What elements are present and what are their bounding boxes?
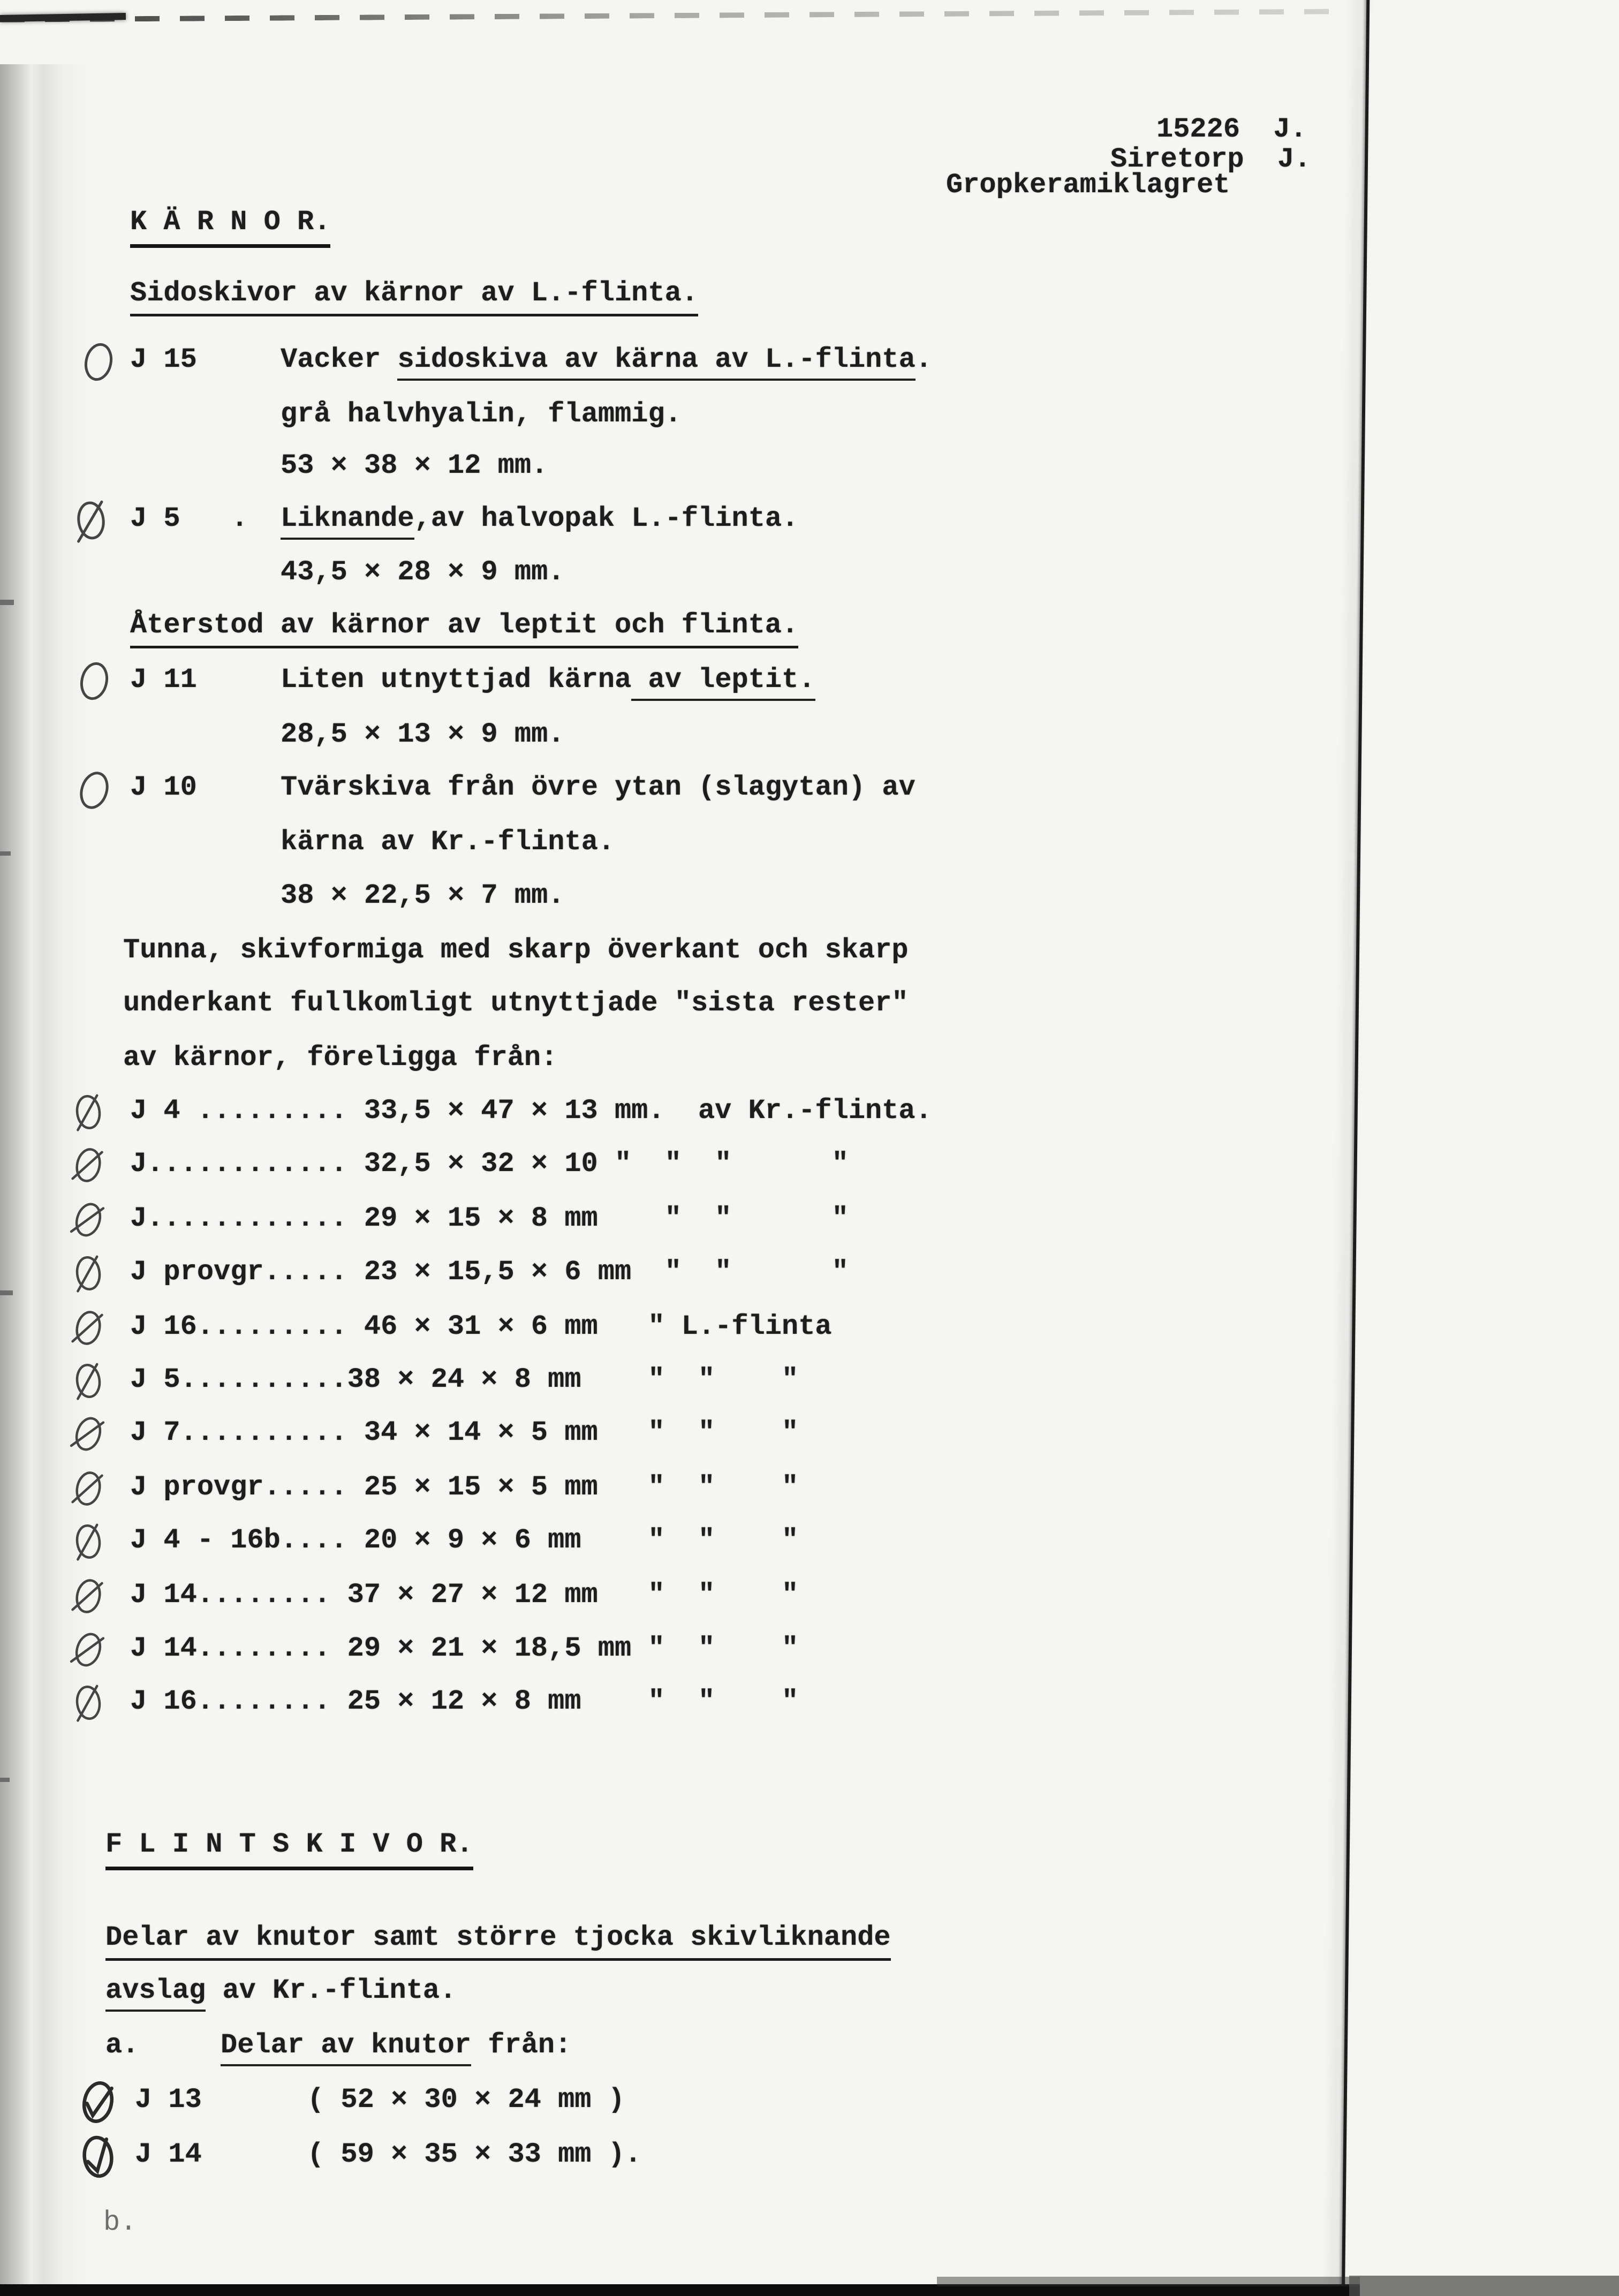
subsection-title-sidoskivor: [130, 277, 698, 309]
section-title-flintskivor-text: F L I N T S K I V O R.: [105, 1829, 473, 1870]
entry-desc-j15-period: .: [915, 344, 933, 375]
margin-oval-slash-icon: [71, 1681, 107, 1725]
subsection-title-sidoskivor-text: Sidoskivor av kärnor av L.-flinta.: [130, 277, 698, 316]
section-title-karnor-text: K Ä R N O R.: [130, 206, 330, 248]
entry-desc-j10-line2: kärna av Kr.-flinta.: [281, 826, 615, 858]
margin-oval-check-icon: [77, 2130, 120, 2184]
entry-dims-j15: 53 × 38 × 12 mm.: [281, 450, 548, 481]
flintskivor-intro-line1-text: Delar av knutor samt större tjocka skivliknande: [105, 1922, 891, 1961]
sublist-a-heading-underlined: Delar av knutor: [221, 2029, 471, 2066]
paragraph-line3: av kärnor, föreligga från:: [123, 1042, 558, 1074]
margin-oval-slash-icon: [71, 1520, 107, 1564]
flintskivor-intro-line1: [105, 1922, 891, 1954]
margin-oval-slash-icon: [71, 496, 111, 545]
entry-id-j14: J 14: [135, 2139, 202, 2170]
entry-dims-j10: 38 × 22,5 × 7 mm.: [281, 880, 565, 911]
entry-id-j15: J 15: [130, 344, 197, 375]
list-item: J 14........ 29 × 21 × 18,5 mm " " ": [130, 1633, 799, 1664]
scan-top-dashed-line: [0, 9, 1349, 22]
scan-bottom-smear: [937, 2277, 1360, 2286]
list-item: J 4 - 16b.... 20 × 9 × 6 mm " " ": [130, 1524, 799, 1556]
list-item: J............ 29 × 15 × 8 mm " " ": [130, 1203, 849, 1234]
list-item: J............ 32,5 × 32 × 10 " " " ": [130, 1148, 849, 1180]
entry-id-j5: J 5: [130, 503, 180, 534]
list-item: J 4 ......... 33,5 × 47 × 13 mm. av Kr.-flinta.: [130, 1095, 932, 1127]
entry-desc-j5: [281, 503, 798, 535]
scan-bottom-right-gray-band: [1349, 2276, 1619, 2296]
header-site-name: Siretorp J.: [1110, 144, 1311, 175]
entry-dims-j11: 28,5 × 13 × 9 mm.: [281, 719, 565, 750]
subsection-title-aterstod: [130, 609, 798, 641]
list-item: J provgr..... 23 × 15,5 × 6 mm " " ": [130, 1256, 849, 1288]
entry-desc2-j15: grå halvhyalin, flammig.: [281, 398, 682, 430]
scan-edge-mark: [0, 1290, 13, 1295]
entry-id-j13: J 13: [135, 2084, 202, 2116]
flintskivor-intro-line2-rest: av Kr.-flinta.: [206, 1975, 457, 2006]
entry-desc-j5-underlined: Liknande: [281, 503, 414, 540]
header-inventory-number: 15226 J.: [1156, 114, 1307, 145]
stray-dot: .: [231, 503, 248, 534]
entry-id-j10: J 10: [130, 772, 197, 803]
section-title-flintskivor: [105, 1829, 473, 1861]
entry-dims-j5: 43,5 × 28 × 9 mm.: [281, 556, 565, 588]
entry-desc-j5-rest: ,av halvopak L.-flinta.: [414, 503, 799, 534]
entry-desc-j11-prefix: Liten utnyttjad kärna: [281, 664, 632, 696]
entry-desc-j10-line1: Tvärskiva från övre ytan (slagytan) av: [281, 772, 916, 803]
flintskivor-intro-line2: [105, 1975, 456, 2007]
scan-edge-mark: [0, 1778, 10, 1782]
flintskivor-intro-line2-underlined: avslag: [105, 1975, 206, 2012]
margin-oval-slash-icon: [71, 1359, 107, 1403]
entry-desc-j15: [281, 344, 932, 376]
list-item: J 16........ 25 × 12 × 8 mm " " ": [130, 1686, 799, 1717]
entry-dims-j14: ( 59 × 35 × 33 mm ).: [307, 2139, 642, 2170]
entry-desc-j11: [281, 664, 815, 696]
list-item: J 14........ 37 × 27 × 12 mm " " ": [130, 1579, 799, 1611]
scan-edge-mark: [0, 851, 11, 856]
section-title-karnor: [130, 206, 330, 238]
entry-desc-j15-prefix: Vacker: [281, 344, 398, 375]
list-item: J 5..........38 × 24 × 8 mm " " ": [130, 1364, 799, 1395]
entry-desc-j15-underlined: sidoskiva av kärna av L.-flinta: [397, 344, 915, 381]
margin-oval-slash-icon: [71, 1251, 107, 1296]
sublist-a-label: a.: [105, 2029, 139, 2061]
sublist-b-label: b.: [103, 2207, 137, 2238]
paragraph-line1: Tunna, skivformiga med skarp överkant och skarp: [123, 934, 909, 966]
sublist-a-heading-rest: från:: [471, 2029, 572, 2061]
list-item: J provgr..... 25 × 15 × 5 mm " " ": [130, 1471, 799, 1503]
entry-dims-j13: ( 52 × 30 × 24 mm ): [307, 2084, 625, 2116]
header-layer-name: Gropkeramiklagret: [946, 169, 1230, 201]
sublist-a-heading: [221, 2029, 571, 2061]
list-item: J 7.......... 34 × 14 × 5 mm " " ": [130, 1417, 799, 1448]
list-item: J 16......... 46 × 31 × 6 mm " L.-flinta: [130, 1311, 832, 1342]
paragraph-line2: underkant fullkomligt utnyttjade "sista rester": [123, 987, 909, 1019]
scan-edge-mark: [0, 600, 14, 605]
margin-oval-slash-icon: [71, 1090, 107, 1135]
entry-id-j11: J 11: [130, 664, 197, 696]
scan-right-vertical-rule: [1342, 0, 1370, 2296]
entry-desc-j11-underlined: av leptit.: [631, 664, 815, 701]
subsection-title-aterstod-text: Återstod av kärnor av leptit och flinta.: [130, 609, 798, 648]
